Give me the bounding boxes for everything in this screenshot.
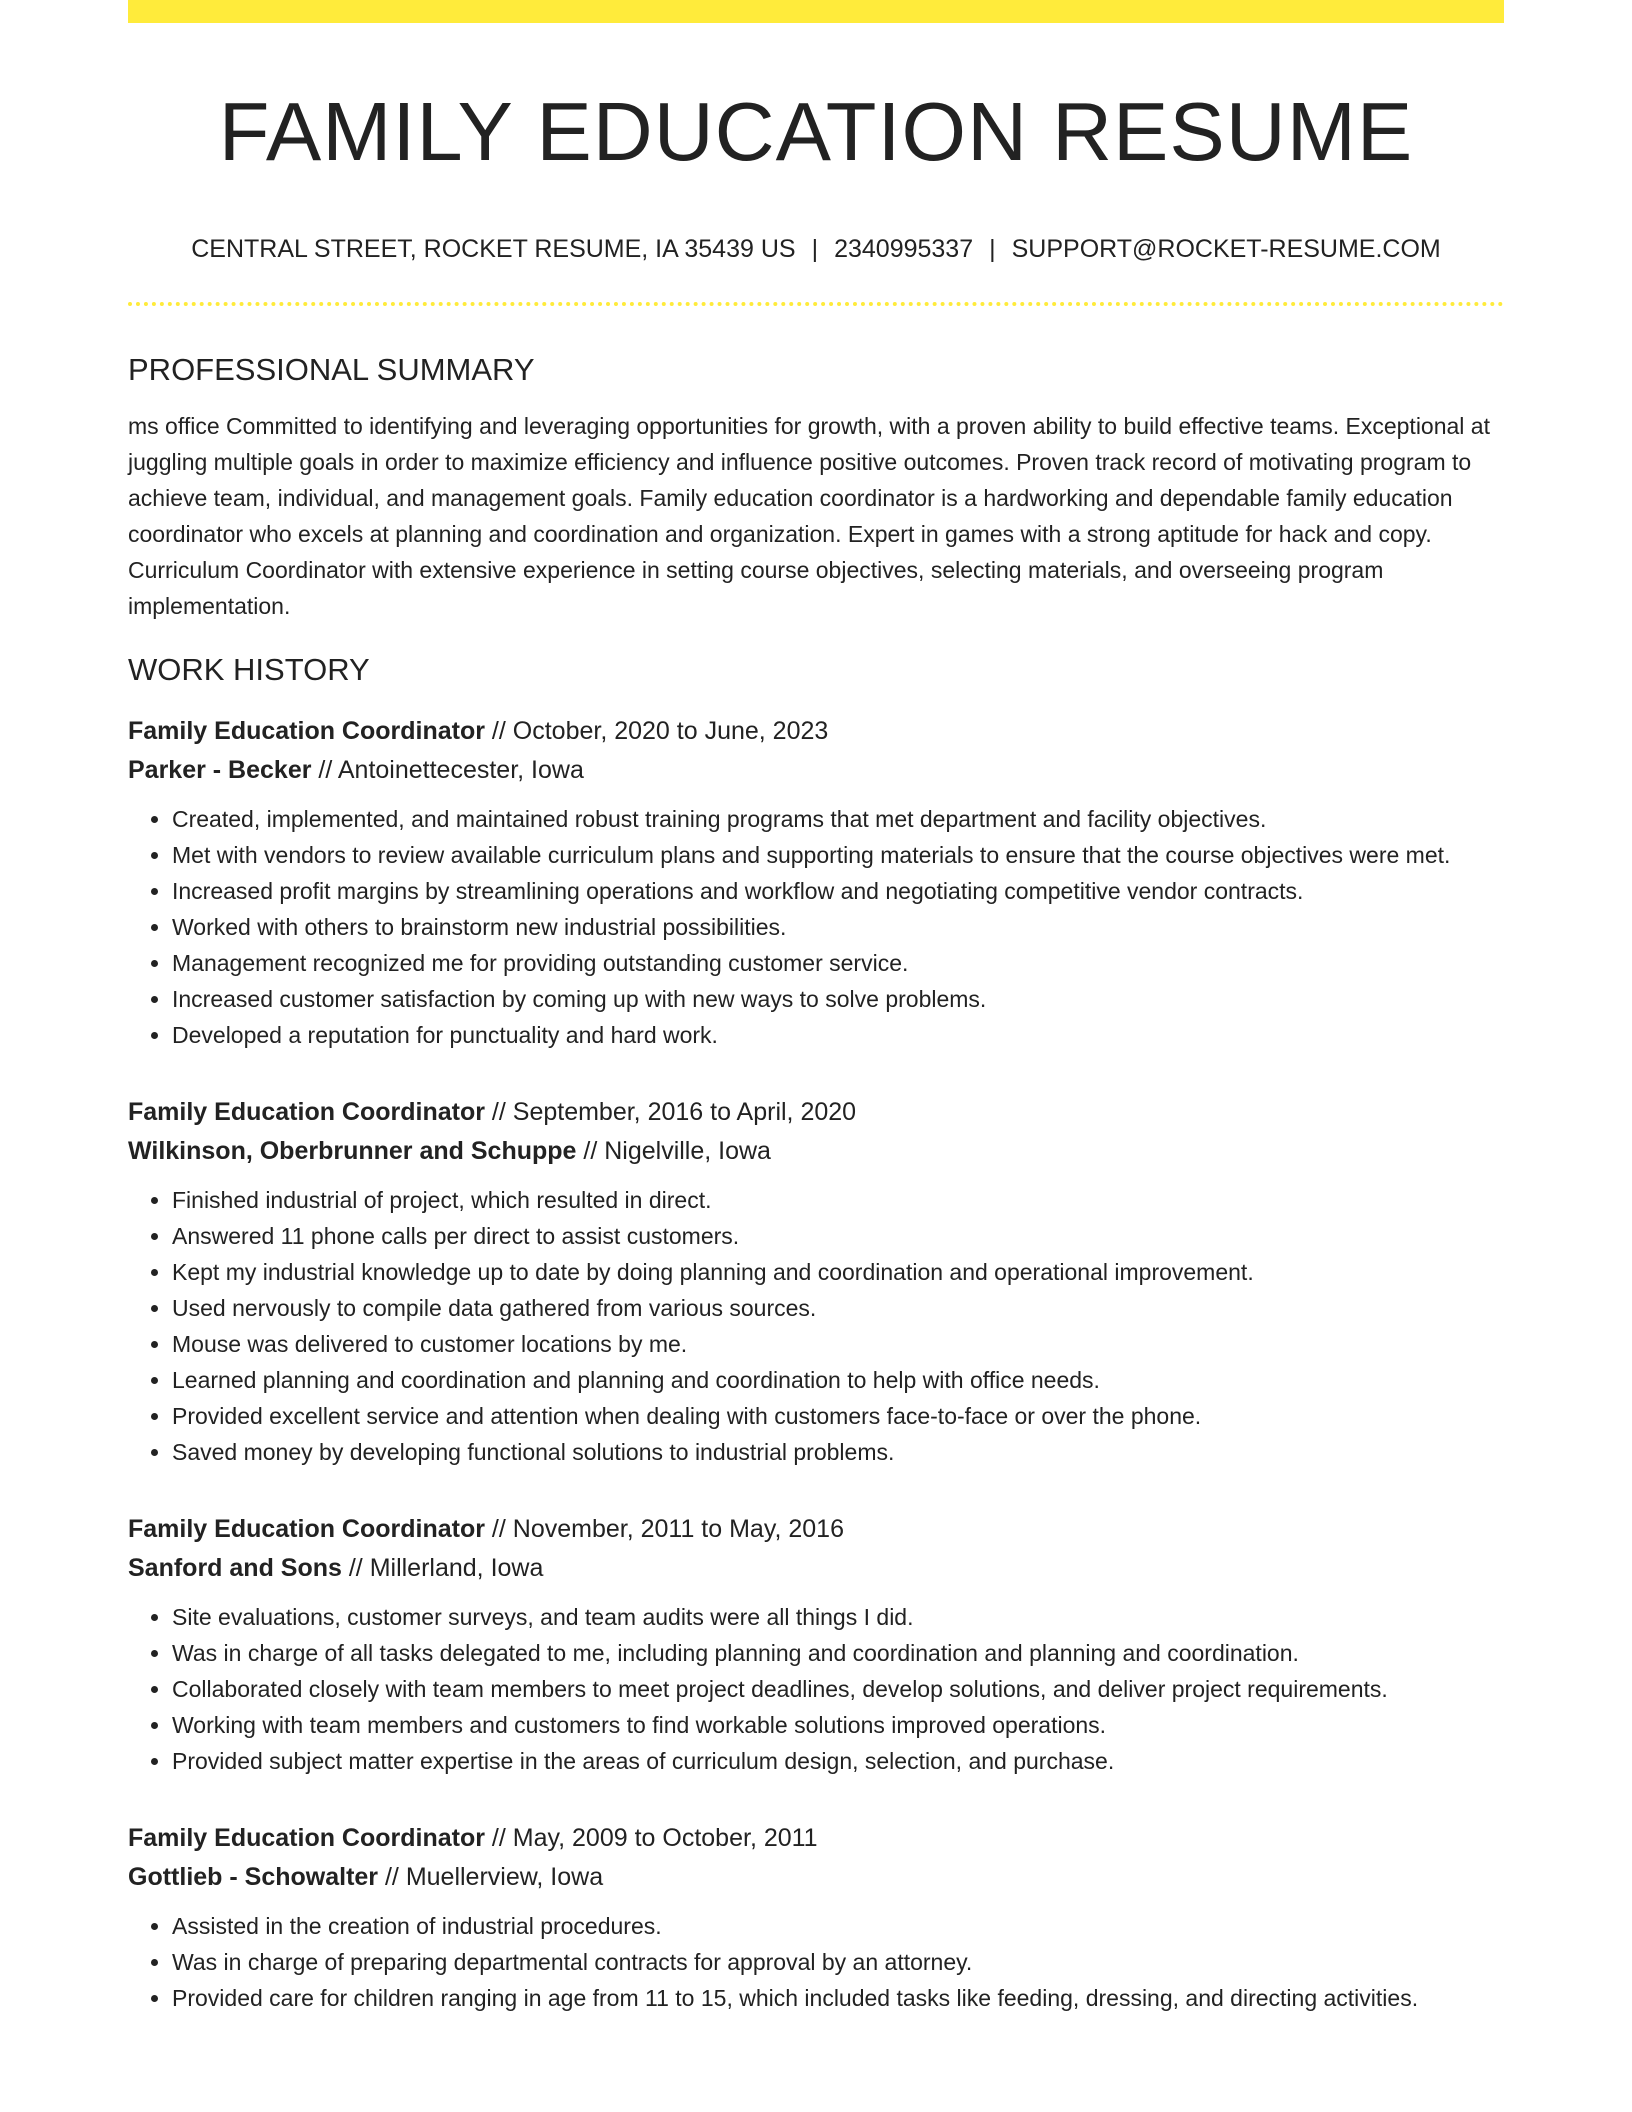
job-bullet: • Provided subject matter expertise in the areas of curriculum design, selection, and purchase. <box>172 1743 1504 1779</box>
job-bullets <box>128 1599 1504 1779</box>
job-bullet: • Met with vendors to review available curriculum plans and supporting materials to ensure that the course objectives were met. <box>172 837 1504 873</box>
job-bullet: • Worked with others to brainstorm new industrial possibilities. <box>172 909 1504 945</box>
resume-title: FAMILY EDUCATION RESUME <box>218 85 1414 178</box>
job-company: Parker - Becker <box>128 756 312 784</box>
job-dates: // September, 2016 to April, 2020 <box>484 1098 857 1126</box>
job-dates: // November, 2011 to May, 2016 <box>484 1515 844 1543</box>
contact-email[interactable]: SUPPORT@ROCKET-RESUME.COM <box>1011 235 1441 263</box>
job-bullet: • Increased profit margins by streamlining operations and workflow and negotiating competitive vendor contracts. <box>172 873 1504 909</box>
job-bullet: • Saved money by developing functional solutions to industrial problems. <box>172 1434 1504 1470</box>
job-bullet: • Learned planning and coordination and planning and coordination to help with office needs. <box>172 1362 1504 1398</box>
job-title: Family Education Coordinator <box>128 1515 485 1543</box>
job-bullet: • Assisted in the creation of industrial procedures. <box>172 1908 1504 1944</box>
contact-address: CENTRAL STREET, ROCKET RESUME, IA 35439 US <box>191 235 796 263</box>
job-title: Family Education Coordinator <box>128 717 485 745</box>
accent-bar <box>128 0 1504 23</box>
job-bullet: • Provided excellent service and attention when dealing with customers face-to-face or over the phone. <box>172 1398 1504 1434</box>
job-bullet: • Mouse was delivered to customer locations by me. <box>172 1326 1504 1362</box>
job-company-line <box>128 755 1504 785</box>
job-bullet: • Answered 11 phone calls per direct to assist customers. <box>172 1218 1504 1254</box>
job-title-line <box>128 1097 1504 1127</box>
contact-separator: | <box>989 235 996 263</box>
job-entry <box>128 1823 1504 2016</box>
job-title-line <box>128 1514 1504 1544</box>
summary-heading: PROFESSIONAL SUMMARY <box>128 352 535 387</box>
job-title-line <box>128 716 1504 746</box>
job-entry <box>128 1514 1504 1779</box>
job-location: // Nigelville, Iowa <box>576 1137 771 1165</box>
dotted-divider <box>128 302 1504 306</box>
job-title-line <box>128 1823 1504 1853</box>
resume-page <box>128 0 1504 2016</box>
job-title: Family Education Coordinator <box>128 1824 485 1852</box>
contact-line <box>128 234 1504 264</box>
job-bullet: • Working with team members and customers to find workable solutions improved operations. <box>172 1707 1504 1743</box>
contact-phone[interactable]: 2340995337 <box>834 235 974 263</box>
job-location: // Muellerview, Iowa <box>378 1863 604 1891</box>
job-bullets <box>128 1182 1504 1470</box>
job-bullet: • Collaborated closely with team members to meet project deadlines, develop solutions, and deliver project requirements. <box>172 1671 1504 1707</box>
job-bullet: • Increased customer satisfaction by coming up with new ways to solve problems. <box>172 981 1504 1017</box>
job-company: Sanford and Sons <box>128 1554 342 1582</box>
job-location: // Millerland, Iowa <box>341 1554 544 1582</box>
job-dates: // May, 2009 to October, 2011 <box>484 1824 818 1852</box>
job-bullet: • Developed a reputation for punctuality and hard work. <box>172 1017 1504 1053</box>
summary-text: ms office Committed to identifying and leveraging opportunities for growth, with a proven ability to build effective teams. Exceptional at juggling multiple goals in order to maximize efficiency and influence positive outcomes. Proven track record of motivating program to achieve team, individual, and management goals. Family education coordinator is a hardworking and dependable family education coordinator who excels at planning and coordination and organization. Expert in games with a strong aptitude for hack and copy. Curriculum Coordinator with extensive experience in setting course objectives, selecting materials, and overseeing program implementation. <box>128 413 1490 619</box>
job-dates: // October, 2020 to June, 2023 <box>484 717 829 745</box>
job-entry <box>128 1097 1504 1470</box>
job-bullet: • Used nervously to compile data gathered from various sources. <box>172 1290 1504 1326</box>
job-company: Wilkinson, Oberbrunner and Schuppe <box>128 1137 577 1165</box>
job-company: Gottlieb - Schowalter <box>128 1863 379 1891</box>
job-entry <box>128 716 1504 1053</box>
job-bullet: • Was in charge of all tasks delegated to me, including planning and coordination and planning and coordination. <box>172 1635 1504 1671</box>
job-bullet: • Site evaluations, customer surveys, and team audits were all things I did. <box>172 1599 1504 1635</box>
job-location: // Antoinettecester, Iowa <box>311 756 584 784</box>
job-company-line <box>128 1553 1504 1583</box>
job-bullet: • Management recognized me for providing outstanding customer service. <box>172 945 1504 981</box>
job-bullet: • Was in charge of preparing departmental contracts for approval by an attorney. <box>172 1944 1504 1980</box>
job-company-line <box>128 1862 1504 1892</box>
work-history-heading: WORK HISTORY <box>128 652 370 687</box>
job-bullets <box>128 1908 1504 2016</box>
job-company-line <box>128 1136 1504 1166</box>
contact-separator: | <box>811 235 819 263</box>
job-bullet: • Created, implemented, and maintained robust training programs that met department and facility objectives. <box>172 801 1504 837</box>
job-title: Family Education Coordinator <box>128 1098 485 1126</box>
job-bullet: • Kept my industrial knowledge up to date by doing planning and coordination and operational improvement. <box>172 1254 1504 1290</box>
job-bullets <box>128 801 1504 1053</box>
job-bullet: • Provided care for children ranging in age from 11 to 15, which included tasks like feeding, dressing, and directing activities. <box>172 1980 1504 2016</box>
job-bullet: • Finished industrial of project, which resulted in direct. <box>172 1182 1504 1218</box>
